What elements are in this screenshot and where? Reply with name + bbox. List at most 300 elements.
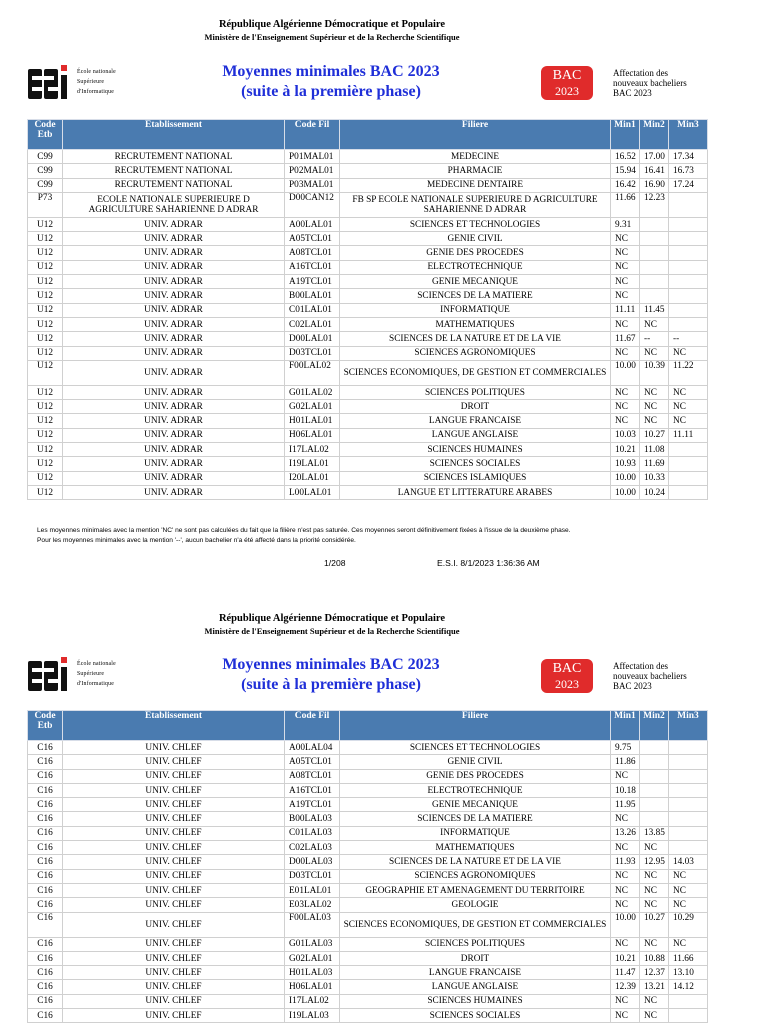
cell-etablissement: RECRUTEMENT NATIONAL <box>63 164 285 178</box>
cell-min2 <box>640 769 669 783</box>
cell-min1: 16.52 <box>611 150 640 164</box>
col-header: Code Etb <box>28 120 63 150</box>
cell-min2 <box>640 217 669 231</box>
table-row <box>28 414 708 428</box>
cell-min2: 11.45 <box>640 303 669 317</box>
logo-line-3: d'Informatique <box>77 89 115 95</box>
cell-code-etb: U12 <box>28 400 63 414</box>
cell-etablissement: UNIV. ADRAR <box>63 485 285 499</box>
cell-code-fil: I19LAL03 <box>285 1009 340 1023</box>
cell-code-etb: U12 <box>28 360 63 385</box>
table-row <box>28 217 708 231</box>
cell-etablissement: UNIV. ADRAR <box>63 360 285 385</box>
col-header: Code Fil <box>285 120 340 150</box>
cell-filiere: GENIE DES PROCEDES <box>340 769 611 783</box>
cell-min1: 11.93 <box>611 855 640 869</box>
cell-min3: 14.12 <box>669 980 708 994</box>
cell-min3: 11.66 <box>669 951 708 965</box>
table-row <box>28 428 708 442</box>
cell-etablissement: UNIV. ADRAR <box>63 289 285 303</box>
cell-code-etb: U12 <box>28 246 63 260</box>
cell-code-fil: H06LAL01 <box>285 980 340 994</box>
table-row <box>28 798 708 812</box>
table-row <box>28 937 708 951</box>
cell-code-etb: C16 <box>28 755 63 769</box>
cell-min1: 10.00 <box>611 471 640 485</box>
cell-filiere: SCIENCES HUMAINES <box>340 994 611 1008</box>
cell-filiere: FB SP ECOLE NATIONALE SUPERIEURE D AGRICULTURE SAHARIENNE D ADRAR <box>340 192 611 217</box>
cell-min1: NC <box>611 346 640 360</box>
table-row <box>28 457 708 471</box>
cell-min1: NC <box>611 260 640 274</box>
cell-filiere: PHARMACIE <box>340 164 611 178</box>
cell-min2 <box>640 275 669 289</box>
esi-logo <box>27 61 137 103</box>
cell-code-fil: I20LAL01 <box>285 471 340 485</box>
cell-min3 <box>669 246 708 260</box>
cell-code-etb: U12 <box>28 385 63 399</box>
cell-min2: 11.69 <box>640 457 669 471</box>
cell-etablissement: UNIV. CHLEF <box>63 883 285 897</box>
cell-min3 <box>669 485 708 499</box>
cell-etablissement: UNIV. ADRAR <box>63 457 285 471</box>
cell-min1: 11.66 <box>611 192 640 217</box>
col-header: Min1 <box>611 711 640 741</box>
affect-line-3: BAC 2023 <box>613 88 652 98</box>
cell-code-fil: C01LAL03 <box>285 826 340 840</box>
cell-etablissement: UNIV. ADRAR <box>63 385 285 399</box>
cell-min2: 17.00 <box>640 150 669 164</box>
cell-code-etb: C16 <box>28 937 63 951</box>
table-row <box>28 826 708 840</box>
affect-line-3: BAC 2023 <box>613 681 652 691</box>
cell-code-fil: C02LAL03 <box>285 841 340 855</box>
cell-min2: 10.27 <box>640 428 669 442</box>
cell-filiere: LANGUE FRANCAISE <box>340 966 611 980</box>
cell-code-etb: C99 <box>28 164 63 178</box>
cell-code-etb: C16 <box>28 912 63 937</box>
cell-code-etb: U12 <box>28 457 63 471</box>
title-line-1: Moyennes minimales BAC 2023 <box>222 63 440 80</box>
cell-min1: 11.95 <box>611 798 640 812</box>
table-row <box>28 951 708 965</box>
cell-code-etb: U12 <box>28 428 63 442</box>
cell-code-etb: C16 <box>28 980 63 994</box>
logo-line-1: École nationale <box>77 69 116 75</box>
table-row <box>28 741 708 755</box>
table-row <box>28 150 708 164</box>
table-body <box>28 741 708 1023</box>
col-header: Code Fil <box>285 711 340 741</box>
cell-min2: 10.27 <box>640 912 669 937</box>
cell-code-etb: C99 <box>28 178 63 192</box>
cell-min2: -- <box>640 332 669 346</box>
cell-code-etb: U12 <box>28 414 63 428</box>
col-header: Etablissement <box>63 711 285 741</box>
cell-min1: NC <box>611 289 640 303</box>
cell-filiere: GENIE MECANIQUE <box>340 798 611 812</box>
table-row <box>28 869 708 883</box>
cell-min3: 13.10 <box>669 966 708 980</box>
cell-code-fil: C02LAL01 <box>285 317 340 331</box>
cell-code-etb: U12 <box>28 485 63 499</box>
cell-filiere: GENIE DES PROCEDES <box>340 246 611 260</box>
cell-code-fil: P02MAL01 <box>285 164 340 178</box>
cell-min1: NC <box>611 937 640 951</box>
cell-filiere: SCIENCES ET TECHNOLOGIES <box>340 741 611 755</box>
cell-min2 <box>640 741 669 755</box>
cell-code-etb: U12 <box>28 217 63 231</box>
cell-etablissement: UNIV. CHLEF <box>63 980 285 994</box>
cell-min3 <box>669 289 708 303</box>
affectation-note <box>613 68 687 98</box>
cell-min2: 10.39 <box>640 360 669 385</box>
cell-filiere: SCIENCES AGRONOMIQUES <box>340 346 611 360</box>
cell-min2: NC <box>640 994 669 1008</box>
cell-code-etb: U12 <box>28 260 63 274</box>
cell-min3 <box>669 841 708 855</box>
cell-filiere: SCIENCES ECONOMIQUES, DE GESTION ET COMMERCIALES <box>340 912 611 937</box>
table-row <box>28 769 708 783</box>
cell-min1: 10.21 <box>611 443 640 457</box>
table-row <box>28 289 708 303</box>
cell-filiere: MATHEMATIQUES <box>340 317 611 331</box>
cell-min2: 11.08 <box>640 443 669 457</box>
esi-logo-icon <box>27 653 75 693</box>
table-row <box>28 443 708 457</box>
cell-etablissement: UNIV. ADRAR <box>63 217 285 231</box>
cell-filiere: GENIE MECANIQUE <box>340 275 611 289</box>
cell-code-fil: A08TCL01 <box>285 246 340 260</box>
page-number: 1/208 <box>324 558 346 568</box>
cell-min1: NC <box>611 1009 640 1023</box>
cell-code-fil: P03MAL01 <box>285 178 340 192</box>
cell-min1: 11.67 <box>611 332 640 346</box>
title-line-2: (suite à la première phase) <box>241 83 421 100</box>
cell-min1: NC <box>611 898 640 912</box>
cell-code-fil: A00LAL01 <box>285 217 340 231</box>
table-row <box>28 246 708 260</box>
cell-etablissement: RECRUTEMENT NATIONAL <box>63 178 285 192</box>
cell-min3 <box>669 812 708 826</box>
cell-min2: 12.37 <box>640 966 669 980</box>
cell-etablissement: UNIV. ADRAR <box>63 428 285 442</box>
cell-min3 <box>669 443 708 457</box>
cell-code-fil: D00LAL01 <box>285 332 340 346</box>
cell-min2: NC <box>640 883 669 897</box>
cell-min2: 12.95 <box>640 855 669 869</box>
table-row <box>28 471 708 485</box>
cell-code-fil: H01LAL03 <box>285 966 340 980</box>
table-row <box>28 385 708 399</box>
cell-etablissement: UNIV. CHLEF <box>63 812 285 826</box>
cell-min1: NC <box>611 385 640 399</box>
table-row <box>28 332 708 346</box>
cell-min1: NC <box>611 275 640 289</box>
cell-min3: 10.29 <box>669 912 708 937</box>
cell-min3 <box>669 1009 708 1023</box>
cell-filiere: GENIE CIVIL <box>340 755 611 769</box>
table-header-row <box>28 120 708 150</box>
cell-code-fil: A08TCL01 <box>285 769 340 783</box>
table-header-row <box>28 711 708 741</box>
title-line-2: (suite à la première phase) <box>241 676 421 693</box>
cell-min3 <box>669 798 708 812</box>
cell-code-fil: I19LAL01 <box>285 457 340 471</box>
cell-min3 <box>669 232 708 246</box>
cell-code-fil: B00LAL03 <box>285 812 340 826</box>
gov-header <box>0 613 664 637</box>
cell-code-fil: A16TCL01 <box>285 783 340 797</box>
cell-min3: -- <box>669 332 708 346</box>
cell-min3: NC <box>669 869 708 883</box>
cell-min2: 16.90 <box>640 178 669 192</box>
cell-code-fil: H01LAL01 <box>285 414 340 428</box>
cell-filiere: SCIENCES ECONOMIQUES, DE GESTION ET COMMERCIALES <box>340 360 611 385</box>
cell-code-etb: C16 <box>28 951 63 965</box>
cell-code-etb: C16 <box>28 741 63 755</box>
cell-min1: NC <box>611 317 640 331</box>
cell-filiere: LANGUE ET LITTERATURE ARABES <box>340 485 611 499</box>
cell-code-etb: C16 <box>28 798 63 812</box>
cell-code-etb: U12 <box>28 289 63 303</box>
results-table-page-2 <box>27 710 708 1023</box>
cell-min1: 9.75 <box>611 741 640 755</box>
cell-min3 <box>669 769 708 783</box>
cell-code-etb: P73 <box>28 192 63 217</box>
cell-min3: NC <box>669 385 708 399</box>
table-row <box>28 192 708 217</box>
cell-min3 <box>669 275 708 289</box>
logo-line-1: École nationale <box>77 661 116 667</box>
cell-etablissement: UNIV. CHLEF <box>63 855 285 869</box>
cell-filiere: SCIENCES ISLAMIQUES <box>340 471 611 485</box>
table-row <box>28 812 708 826</box>
cell-code-etb: C16 <box>28 769 63 783</box>
cell-min2: NC <box>640 841 669 855</box>
cell-etablissement: UNIV. ADRAR <box>63 414 285 428</box>
cell-etablissement: UNIV. ADRAR <box>63 400 285 414</box>
cell-min3 <box>669 192 708 217</box>
cell-min3: NC <box>669 883 708 897</box>
gov-header <box>0 19 664 43</box>
cell-filiere: SCIENCES POLITIQUES <box>340 937 611 951</box>
cell-min1: 15.94 <box>611 164 640 178</box>
cell-code-etb: C16 <box>28 841 63 855</box>
cell-min3: NC <box>669 898 708 912</box>
cell-min1: 10.21 <box>611 951 640 965</box>
cell-min3: 11.22 <box>669 360 708 385</box>
cell-filiere: GEOGRAPHIE ET AMENAGEMENT DU TERRITOIRE <box>340 883 611 897</box>
cell-min2 <box>640 260 669 274</box>
cell-code-fil: E01LAL01 <box>285 883 340 897</box>
cell-etablissement: UNIV. ADRAR <box>63 317 285 331</box>
table-row <box>28 164 708 178</box>
cell-code-etb: U12 <box>28 471 63 485</box>
cell-min3 <box>669 217 708 231</box>
cell-min2: NC <box>640 385 669 399</box>
cell-min1: 13.26 <box>611 826 640 840</box>
affectation-note <box>613 661 687 691</box>
cell-code-etb: U12 <box>28 303 63 317</box>
affect-line-2: nouveaux bacheliers <box>613 78 687 88</box>
cell-min2 <box>640 783 669 797</box>
col-header: Filiere <box>340 120 611 150</box>
cell-code-fil: E03LAL02 <box>285 898 340 912</box>
affect-line-1: Affectation des <box>613 661 669 671</box>
cell-filiere: GEOLOGIE <box>340 898 611 912</box>
cell-filiere: ELECTROTECHNIQUE <box>340 783 611 797</box>
cell-code-fil: A19TCL01 <box>285 275 340 289</box>
cell-code-etb: C16 <box>28 855 63 869</box>
cell-etablissement: UNIV. CHLEF <box>63 966 285 980</box>
cell-min3 <box>669 317 708 331</box>
cell-code-fil: I17LAL02 <box>285 443 340 457</box>
cell-min1: NC <box>611 841 640 855</box>
table-row <box>28 1009 708 1023</box>
col-header: Min1 <box>611 120 640 150</box>
cell-min2 <box>640 246 669 260</box>
cell-min2 <box>640 798 669 812</box>
cell-min2: NC <box>640 869 669 883</box>
cell-etablissement: UNIV. ADRAR <box>63 275 285 289</box>
cell-etablissement: UNIV. CHLEF <box>63 755 285 769</box>
cell-code-fil: B00LAL01 <box>285 289 340 303</box>
cell-etablissement: UNIV. CHLEF <box>63 951 285 965</box>
esi-logo-text <box>77 67 116 97</box>
cell-etablissement: UNIV. CHLEF <box>63 1009 285 1023</box>
cell-code-etb: U12 <box>28 317 63 331</box>
table-row <box>28 898 708 912</box>
cell-min1: 10.93 <box>611 457 640 471</box>
cell-etablissement: UNIV. ADRAR <box>63 260 285 274</box>
cell-etablissement: UNIV. CHLEF <box>63 783 285 797</box>
cell-filiere: ELECTROTECHNIQUE <box>340 260 611 274</box>
cell-min2 <box>640 812 669 826</box>
table-row <box>28 360 708 385</box>
bac-badge <box>541 659 593 693</box>
cell-code-fil: F00LAL02 <box>285 360 340 385</box>
cell-min2: NC <box>640 400 669 414</box>
cell-min3 <box>669 457 708 471</box>
cell-filiere: SCIENCES DE LA MATIERE <box>340 812 611 826</box>
table-row <box>28 855 708 869</box>
cell-etablissement: UNIV. ADRAR <box>63 346 285 360</box>
cell-etablissement: UNIV. ADRAR <box>63 246 285 260</box>
esi-logo-text <box>77 659 116 689</box>
badge-bottom: 2023 <box>555 84 579 98</box>
cell-min3: 16.73 <box>669 164 708 178</box>
cell-etablissement: UNIV. CHLEF <box>63 769 285 783</box>
footnote-dash: Pour les moyennes minimales avec la mention '--', aucun bachelier n'a été affecté dans la priorité considérée. <box>37 536 356 544</box>
cell-min3 <box>669 260 708 274</box>
cell-min3: NC <box>669 414 708 428</box>
cell-code-etb: C16 <box>28 869 63 883</box>
cell-filiere: GENIE CIVIL <box>340 232 611 246</box>
cell-code-etb: C16 <box>28 812 63 826</box>
cell-min2: NC <box>640 346 669 360</box>
cell-etablissement: UNIV. CHLEF <box>63 841 285 855</box>
table-row <box>28 841 708 855</box>
cell-min1: NC <box>611 812 640 826</box>
cell-code-fil: G02LAL01 <box>285 951 340 965</box>
cell-code-fil: D00LAL03 <box>285 855 340 869</box>
table-row <box>28 485 708 499</box>
col-header: Filiere <box>340 711 611 741</box>
cell-etablissement: UNIV. ADRAR <box>63 332 285 346</box>
logo-line-2: Supérieure <box>77 79 105 85</box>
cell-filiere: LANGUE FRANCAISE <box>340 414 611 428</box>
col-header: Min2 <box>640 120 669 150</box>
cell-filiere: SCIENCES ET TECHNOLOGIES <box>340 217 611 231</box>
table-body <box>28 150 708 500</box>
badge-top: BAC <box>552 68 582 83</box>
republic-line: République Algérienne Démocratique et Populaire <box>218 613 446 624</box>
cell-min3: NC <box>669 937 708 951</box>
logo-line-3: d'Informatique <box>77 681 115 687</box>
affect-line-1: Affectation des <box>613 68 669 78</box>
cell-code-etb: U12 <box>28 346 63 360</box>
cell-filiere: MEDECINE <box>340 150 611 164</box>
footnote-nc: Les moyennes minimales avec la mention 'NC' ne sont pas calculées du fait que la filière n'est pas saturée. Ces moyennes seront définitivement fixées à l'issue de la deuxième phase. <box>37 527 571 534</box>
cell-filiere: SCIENCES SOCIALES <box>340 457 611 471</box>
cell-code-etb: C16 <box>28 966 63 980</box>
badge-bottom: 2023 <box>555 677 579 691</box>
cell-min2: 12.23 <box>640 192 669 217</box>
cell-min1: 12.39 <box>611 980 640 994</box>
republic-line: République Algérienne Démocratique et Populaire <box>218 19 446 30</box>
cell-min3: NC <box>669 346 708 360</box>
cell-min1: 11.47 <box>611 966 640 980</box>
cell-min1: NC <box>611 414 640 428</box>
cell-min1: NC <box>611 232 640 246</box>
page-title <box>196 62 466 102</box>
cell-filiere: LANGUE ANGLAISE <box>340 980 611 994</box>
cell-min1: NC <box>611 883 640 897</box>
cell-etablissement: UNIV. CHLEF <box>63 994 285 1008</box>
cell-code-fil: A16TCL01 <box>285 260 340 274</box>
cell-etablissement: UNIV. CHLEF <box>63 937 285 951</box>
cell-filiere: SCIENCES SOCIALES <box>340 1009 611 1023</box>
esi-logo-icon <box>27 61 75 101</box>
cell-filiere: INFORMATIQUE <box>340 826 611 840</box>
cell-min2: NC <box>640 414 669 428</box>
cell-min2: 13.21 <box>640 980 669 994</box>
cell-code-fil: L00LAL01 <box>285 485 340 499</box>
cell-code-etb: C16 <box>28 883 63 897</box>
cell-code-fil: D03TCL01 <box>285 869 340 883</box>
cell-etablissement: UNIV. ADRAR <box>63 443 285 457</box>
cell-filiere: SCIENCES POLITIQUES <box>340 385 611 399</box>
cell-min2 <box>640 289 669 303</box>
cell-min2: NC <box>640 937 669 951</box>
cell-filiere: MATHEMATIQUES <box>340 841 611 855</box>
cell-min3: 14.03 <box>669 855 708 869</box>
col-header: Min2 <box>640 711 669 741</box>
cell-code-fil: H06LAL01 <box>285 428 340 442</box>
cell-code-fil: A00LAL04 <box>285 741 340 755</box>
cell-min2: 10.33 <box>640 471 669 485</box>
cell-min1: NC <box>611 869 640 883</box>
cell-min3: 17.24 <box>669 178 708 192</box>
cell-etablissement: UNIV. CHLEF <box>63 741 285 755</box>
cell-etablissement: ECOLE NATIONALE SUPERIEURE D AGRICULTURE SAHARIENNE D ADRAR <box>63 192 285 217</box>
cell-filiere: SCIENCES AGRONOMIQUES <box>340 869 611 883</box>
table-row <box>28 783 708 797</box>
cell-min2: 10.24 <box>640 485 669 499</box>
cell-code-etb: C16 <box>28 1009 63 1023</box>
cell-min2: NC <box>640 898 669 912</box>
